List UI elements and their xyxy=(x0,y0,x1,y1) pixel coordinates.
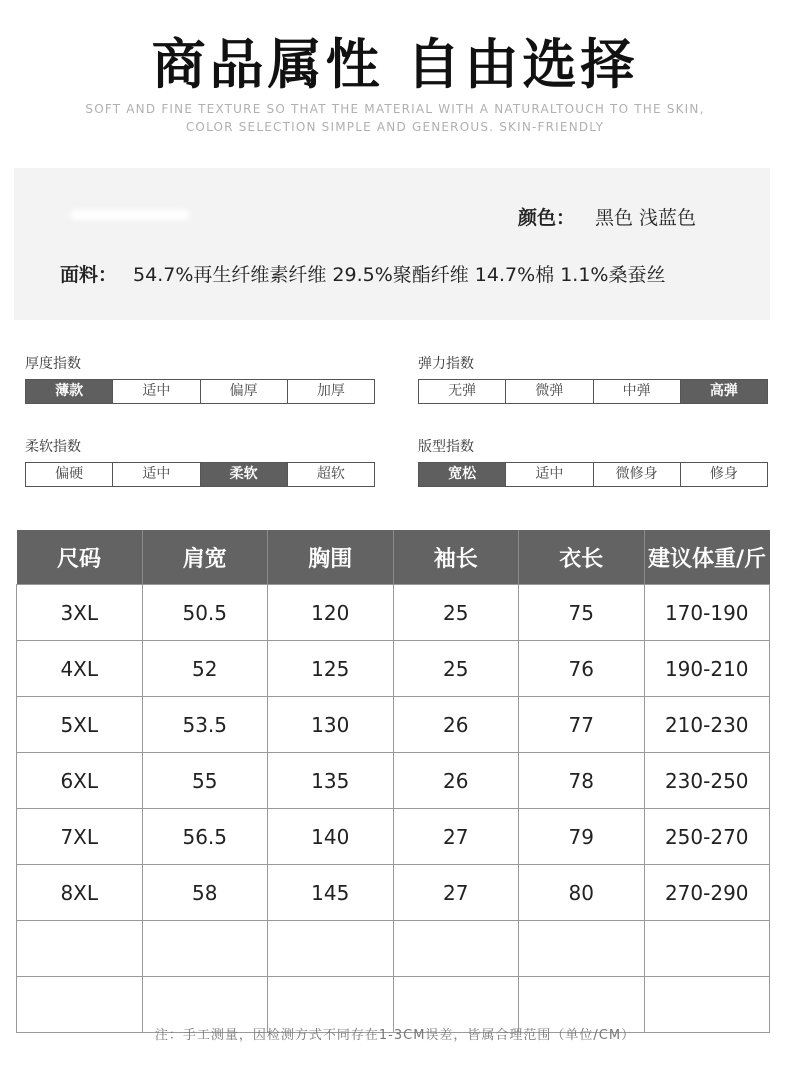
table-cell: 5XL xyxy=(17,697,143,753)
fabric-label: 面料： xyxy=(60,264,118,286)
fit-index-bar xyxy=(418,462,768,487)
header-shoulder: 肩宽 xyxy=(142,530,268,585)
table-cell: 26 xyxy=(393,753,519,809)
table-cell: 140 xyxy=(268,809,394,865)
table-cell: 27 xyxy=(393,865,519,921)
page-title: 商品属性 自由选择 xyxy=(151,33,639,96)
thickness-option[interactable]: 薄款 xyxy=(26,380,113,403)
header-sleeve: 袖长 xyxy=(393,530,519,585)
table-cell xyxy=(644,921,770,977)
table-cell: 270-290 xyxy=(644,865,770,921)
softness-index-bar xyxy=(25,462,375,487)
elasticity-option[interactable]: 微弹 xyxy=(506,380,593,403)
table-cell xyxy=(393,921,519,977)
softness-index-title: 柔软指数 xyxy=(25,439,81,455)
table-cell: 76 xyxy=(519,641,645,697)
subtitle-line-1: SOFT AND FINE TEXTURE SO THAT THE MATERIAL WITH A NATURALTOUCH TO THE SKIN, xyxy=(85,102,705,116)
table-cell: 130 xyxy=(268,697,394,753)
fit-index xyxy=(418,436,768,487)
softness-option[interactable]: 柔软 xyxy=(201,463,288,486)
table-cell: 50.5 xyxy=(142,585,268,641)
elasticity-option[interactable]: 高弹 xyxy=(681,380,767,403)
color-label: 颜色： xyxy=(518,207,576,229)
subtitle-line-2: COLOR SELECTION SIMPLE AND GENEROUS. SKIN-FRIENDLY xyxy=(185,120,605,134)
header-size: 尺码 xyxy=(17,530,143,585)
table-cell: 7XL xyxy=(17,809,143,865)
table-cell: 170-190 xyxy=(644,585,770,641)
table-row xyxy=(17,697,770,753)
table-cell xyxy=(17,921,143,977)
table-row xyxy=(17,865,770,921)
elasticity-index-bar xyxy=(418,379,768,404)
table-cell: 58 xyxy=(142,865,268,921)
table-cell: 190-210 xyxy=(644,641,770,697)
size-chart-table xyxy=(16,530,770,1033)
table-cell: 4XL xyxy=(17,641,143,697)
thickness-option[interactable]: 加厚 xyxy=(316,383,345,399)
thickness-index-bar xyxy=(25,379,375,404)
fit-option[interactable]: 适中 xyxy=(506,463,593,486)
fit-option[interactable]: 修身 xyxy=(709,466,738,482)
color-row xyxy=(518,203,696,230)
table-cell: 78 xyxy=(519,753,645,809)
table-cell: 79 xyxy=(519,809,645,865)
elasticity-index xyxy=(418,353,768,404)
table-cell: 55 xyxy=(142,753,268,809)
elasticity-index-title: 弹力指数 xyxy=(418,356,474,372)
table-cell: 250-270 xyxy=(644,809,770,865)
fabric-row xyxy=(60,260,665,287)
product-info-panel xyxy=(14,168,770,320)
fit-index-title: 版型指数 xyxy=(418,439,474,455)
table-cell xyxy=(142,921,268,977)
thickness-option[interactable]: 偏厚 xyxy=(201,380,288,403)
fabric-value: 54.7%再生纤维素纤维 29.5%聚酯纤维 14.7%棉 1.1%桑蚕丝 xyxy=(133,264,666,286)
table-cell: 125 xyxy=(268,641,394,697)
table-cell: 145 xyxy=(268,865,394,921)
table-cell: 230-250 xyxy=(644,753,770,809)
table-cell: 26 xyxy=(393,697,519,753)
table-cell: 3XL xyxy=(17,585,143,641)
softness-option[interactable]: 适中 xyxy=(113,463,200,486)
header-length: 衣长 xyxy=(519,530,645,585)
table-row xyxy=(17,641,770,697)
table-cell xyxy=(519,921,645,977)
thickness-index xyxy=(25,353,375,404)
table-cell: 135 xyxy=(268,753,394,809)
table-row xyxy=(17,753,770,809)
softness-index xyxy=(25,436,375,487)
table-cell xyxy=(268,921,394,977)
table-row xyxy=(17,585,770,641)
blurred-mark xyxy=(70,210,190,220)
table-cell: 77 xyxy=(519,697,645,753)
table-header-row xyxy=(17,530,770,585)
table-row xyxy=(17,921,770,977)
table-cell: 120 xyxy=(268,585,394,641)
table-cell: 25 xyxy=(393,641,519,697)
size-table-body xyxy=(17,585,770,1033)
fit-option[interactable]: 微修身 xyxy=(594,463,681,486)
measurement-note: 注：手工测量，因检测方式不同存在1-3CM误差，皆属合理范围（单位/CM） xyxy=(154,1028,636,1043)
fit-option[interactable]: 宽松 xyxy=(419,463,506,486)
table-cell: 53.5 xyxy=(142,697,268,753)
table-row xyxy=(17,809,770,865)
table-cell: 6XL xyxy=(17,753,143,809)
header-chest: 胸围 xyxy=(268,530,394,585)
table-cell: 25 xyxy=(393,585,519,641)
table-cell: 27 xyxy=(393,809,519,865)
table-cell: 52 xyxy=(142,641,268,697)
elasticity-option[interactable]: 无弹 xyxy=(419,380,506,403)
table-cell: 56.5 xyxy=(142,809,268,865)
table-cell: 80 xyxy=(519,865,645,921)
table-cell: 210-230 xyxy=(644,697,770,753)
softness-option[interactable]: 偏硬 xyxy=(26,463,113,486)
header-weight: 建议体重/斤 xyxy=(644,530,770,585)
softness-option[interactable]: 超软 xyxy=(316,466,345,482)
color-value: 黑色 浅蓝色 xyxy=(595,207,697,229)
table-cell: 8XL xyxy=(17,865,143,921)
thickness-index-title: 厚度指数 xyxy=(25,356,81,372)
table-cell: 75 xyxy=(519,585,645,641)
thickness-option[interactable]: 适中 xyxy=(113,380,200,403)
elasticity-option[interactable]: 中弹 xyxy=(594,380,681,403)
